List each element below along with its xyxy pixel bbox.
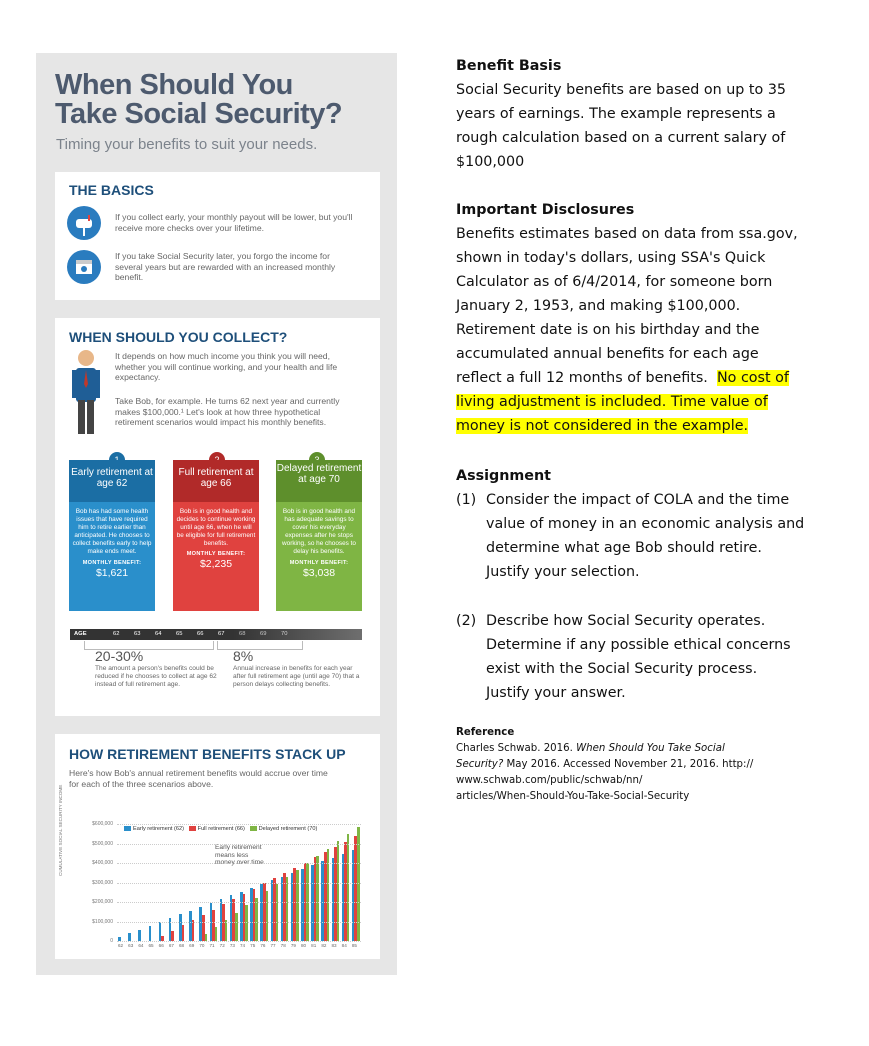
bar-delayed — [205, 934, 208, 941]
assignment-1: Consider the impact of COLA and the time value of money in an economic analysis and determine what age Bob should retire. Justify your selection. — [486, 492, 805, 580]
mailbox-icon — [67, 206, 101, 240]
scenario-delayed — [276, 460, 362, 611]
x-tick-label: 78 — [280, 943, 286, 948]
scenario-head: Early retirement at age 62 — [71, 467, 153, 489]
bar-delayed — [266, 891, 269, 941]
disclosures-section — [456, 198, 826, 438]
x-tick-label: 84 — [341, 943, 347, 948]
x-tick-label: 79 — [290, 943, 296, 948]
age-tick: 67 — [218, 631, 225, 637]
text-line: Social Security benefits are based on up to 35 — [456, 82, 787, 98]
text-line: $100,000 — [456, 154, 525, 170]
gridline — [117, 902, 361, 903]
x-tick-label: 66 — [158, 943, 164, 948]
text-line: rough calculation based on a current salary of — [456, 130, 786, 146]
text-line: years of earnings. The example represents a — [456, 106, 776, 122]
reference-section — [456, 725, 753, 805]
x-tick-label: 74 — [240, 943, 246, 948]
gridline — [117, 863, 361, 864]
text-line: Retirement date is on his birthday and the — [456, 322, 760, 338]
x-tick-label: 68 — [179, 943, 185, 948]
gridline — [117, 883, 361, 884]
benefit-basis-heading: Benefit Basis — [456, 58, 562, 74]
bar-delayed — [337, 841, 340, 941]
x-tick-label: 69 — [189, 943, 195, 948]
x-tick-label: 83 — [331, 943, 337, 948]
x-tick-label: 70 — [199, 943, 205, 948]
age-tick: 66 — [197, 631, 204, 637]
stat-increase-text: Annual increase in benefits for each year after full retirement age (until age 70) that a person delays collecting benefits. — [233, 665, 360, 688]
bar-delayed — [316, 856, 319, 941]
scenario-benefit-value: $2,235 — [199, 558, 233, 571]
stat-reduction-text: The amount a person's benefits could be reduced if he chooses to collect at age 62 instead of full retirement age. — [95, 665, 217, 688]
x-tick-label: 77 — [270, 943, 276, 948]
y-tick-label: 0 — [110, 938, 113, 944]
chart-annotation: Early retirement means less money over time. — [215, 844, 266, 866]
x-tick-label: 81 — [311, 943, 317, 948]
bar-delayed — [255, 898, 258, 941]
assignment-2: Describe how Social Security operates. Determine if any possible ethical concerns exist with the Social Security process. Justify your answer. — [486, 613, 791, 701]
text-line: Calculator as of 6/4/2014, for someone born — [456, 274, 773, 290]
scenario-benefit-label: MONTHLY BENEFIT: — [186, 551, 246, 558]
reference-heading: Reference — [456, 727, 515, 738]
bar-early — [138, 930, 141, 941]
stack-heading: HOW RETIREMENT BENEFITS STACK UP — [69, 746, 346, 762]
calendar-icon — [67, 250, 101, 284]
bar-delayed — [286, 877, 289, 941]
x-tick-label: 71 — [209, 943, 215, 948]
scenario-early — [69, 460, 155, 611]
scenario-body: Bob is in good health and has adequate savings to cover his everyday expenses after he stops working, so he chooses to delay his benefits. — [282, 508, 356, 556]
stack-intro: Here's how Bob's annual retirement benefits would accrue over time for each of the three scenarios above. — [69, 768, 328, 789]
legend-item-full: Full retirement (66) — [189, 826, 245, 832]
age-tick: 69 — [260, 631, 267, 637]
x-tick-label: 73 — [229, 943, 235, 948]
bar-delayed — [347, 834, 350, 941]
collect-heading: WHEN SHOULD YOU COLLECT? — [69, 329, 288, 345]
x-tick-label: 76 — [260, 943, 266, 948]
assignment-heading: Assignment — [456, 468, 552, 484]
chart-ylabel: CUMULATIVE SOCIAL SECURITY INCOME — [58, 784, 63, 876]
text-line: accumulated annual benefits for each age — [456, 346, 759, 362]
age-tick: 68 — [239, 631, 246, 637]
y-tick-label: $300,000 — [92, 879, 113, 886]
age-tick: 62 — [113, 631, 120, 637]
text-line: Security? May 2016. Accessed November 21, 2016. http:// — [456, 759, 754, 770]
age-tick: 64 — [155, 631, 162, 637]
text-line: reflect a full 12 months of benefits. No cost of — [456, 370, 789, 386]
assignment-1-number: (1) — [456, 492, 477, 508]
benefit-basis-section — [456, 54, 826, 174]
bar-delayed — [296, 870, 299, 941]
age-tick: 70 — [281, 631, 288, 637]
collect-para-2: Take Bob, for example. He turns 62 next year and currently makes $100,000.¹ Let's look at how three hypothetical retirement scenarios would impact his monthly benefits. — [115, 396, 340, 427]
scenario-body: Bob has had some health issues that have required him to retire earlier than anticipated. He chooses to collect benefits early to help make ends meet. — [72, 508, 152, 556]
reference-link[interactable]: articles/When-Should-You-Take-Social-Security — [456, 791, 690, 802]
x-tick-label: 64 — [138, 943, 144, 948]
basics-card — [55, 172, 380, 300]
text-line: shown in today's dollars, using SSA's Quick — [456, 250, 766, 266]
legend-item-delayed: Delayed retirement (70) — [250, 826, 318, 832]
y-tick-label: $100,000 — [92, 918, 113, 925]
assignment-heading-block — [456, 464, 826, 488]
age-tick: 63 — [134, 631, 141, 637]
x-tick-label: 85 — [351, 943, 357, 948]
text-line: Charles Schwab. 2016. When Should You Take Social — [456, 743, 725, 754]
stat-reduction-value: 20-30% — [95, 648, 144, 664]
bar-early — [149, 926, 152, 941]
scenario-body: Bob is in good health and decides to continue working until age 66, when he will be eligible for full retirement benefits. — [176, 508, 256, 548]
text-line: Benefits estimates based on data from ssa.gov, — [456, 226, 798, 242]
bar-full — [171, 931, 174, 941]
gridline — [117, 922, 361, 923]
bar-delayed — [225, 920, 228, 941]
collect-para-1: It depends on how much income you think you will need, whether you will continue working, and your health and life expectancy. — [115, 351, 338, 382]
bar-early — [128, 933, 131, 941]
text-line: January 2, 1953, and making $100,000. — [456, 298, 741, 314]
age-label: AGE — [74, 631, 87, 637]
y-tick-label: $500,000 — [92, 840, 113, 847]
y-tick-label: $200,000 — [92, 899, 113, 905]
scenario-full — [173, 460, 259, 611]
highlighted-text: living adjustment is included. Time value of — [456, 394, 768, 410]
scenario-benefit-value: $1,621 — [95, 566, 129, 579]
bar-delayed — [235, 913, 238, 941]
x-tick-label: 62 — [118, 943, 124, 948]
legend-item-early: Early retirement (62) — [124, 826, 184, 832]
reference-link[interactable]: www.schwab.com/public/schwab/nn/ — [456, 775, 643, 786]
y-tick-label: $600,000 — [92, 821, 113, 827]
highlighted-text: No cost of — [716, 370, 789, 386]
y-tick-label: $400,000 — [92, 860, 113, 866]
x-tick-label: 67 — [168, 943, 174, 948]
gridline — [117, 941, 361, 942]
gridline — [117, 844, 361, 845]
age-timeline-fade — [233, 629, 362, 640]
bar-full — [182, 925, 185, 941]
bar-delayed — [245, 905, 248, 941]
highlighted-text: money is not considered in the example. — [456, 418, 749, 434]
bar-delayed — [276, 884, 279, 941]
scenario-benefit-label: MONTHLY BENEFIT: — [289, 559, 349, 566]
x-tick-label: 63 — [128, 943, 134, 948]
bar-full — [192, 920, 195, 941]
x-tick-label: 65 — [148, 943, 154, 948]
bob-figure-icon — [69, 348, 103, 438]
infographic-title: When Should You Take Social Security? — [55, 69, 343, 130]
gridline — [117, 824, 361, 825]
infographic-subtitle: Timing your benefits to suit your needs. — [56, 136, 318, 153]
scenario-head: Delayed retirement at age 70 — [276, 463, 362, 485]
x-tick-label: 75 — [250, 943, 256, 948]
scenario-head: Full retirement at age 66 — [178, 467, 254, 489]
basics-heading: THE BASICS — [69, 182, 154, 198]
age-tick: 65 — [176, 631, 183, 637]
assignment-2-number: (2) — [456, 613, 477, 629]
benefits-chart — [58, 784, 366, 956]
bracket-increase — [217, 641, 303, 650]
stat-increase-value: 8% — [233, 648, 254, 664]
x-tick-label: 80 — [301, 943, 307, 948]
basics-item-2: If you take Social Security later, you forgo the income for several years but are rewarded with an increased monthly benefit. — [115, 251, 336, 282]
disclosures-heading: Important Disclosures — [456, 202, 635, 218]
bar-delayed — [215, 927, 218, 941]
scenario-benefit-value: $3,038 — [302, 566, 336, 579]
scenario-benefit-label: MONTHLY BENEFIT: — [82, 559, 142, 566]
basics-item-1: If you collect early, your monthly payout will be lower, but you'll receive more checks over your lifetime. — [115, 212, 353, 233]
x-tick-label: 82 — [321, 943, 327, 948]
x-tick-label: 72 — [219, 943, 225, 948]
